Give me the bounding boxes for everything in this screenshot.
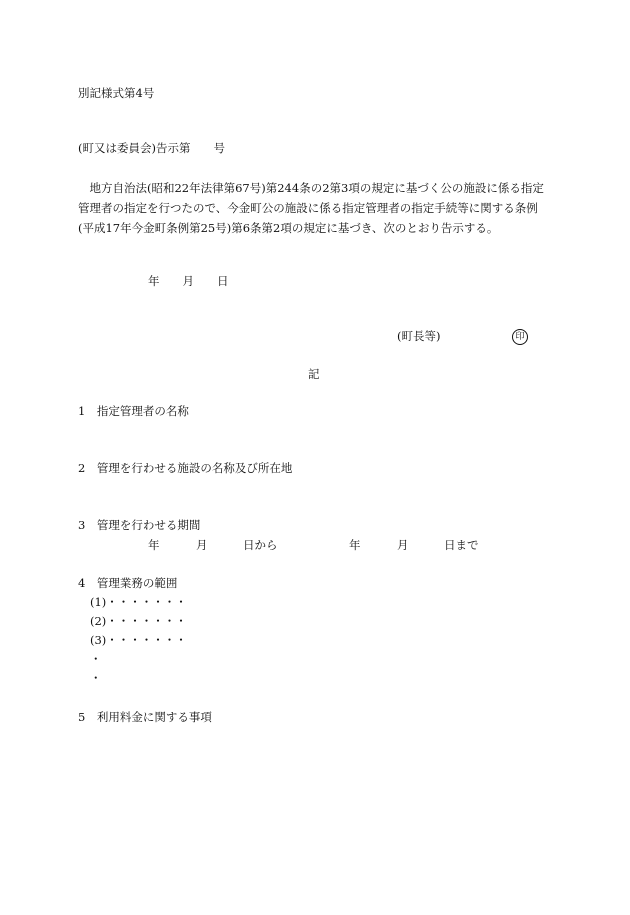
seal-mark: 印 [512,329,528,345]
body-line-2: 管理者の指定を行つたので、今金町公の施設に係る指定管理者の指定手続等に関する条例 [78,201,538,215]
scope-item-5: ・ [90,671,102,685]
scope-item-1: (1)・・・・・・・ [90,595,187,609]
item-3: 3 管理を行わせる期間 [78,518,201,532]
item-4: 4 管理業務の範囲 [78,576,178,590]
period-end-month: 月 [397,538,409,552]
date-line: 年 月 日 [148,274,229,288]
body-paragraph [78,178,558,238]
scope-item-4: ・ [90,652,102,666]
period-end-year: 年 [349,538,361,552]
form-label: 別記様式第4号 [78,86,155,100]
period-start-day: 日から [243,538,278,552]
item-5: 5 利用料金に関する事項 [78,710,212,724]
notice-header: (町又は委員会)告示第 号 [78,141,225,155]
scope-item-3: (3)・・・・・・・ [90,633,187,647]
item-2: 2 管理を行わせる施設の名称及び所在地 [78,461,293,475]
body-line-3: (平成17年今金町条例第25号)第6条第2項の規定に基づき、次のとおり告示する。 [78,221,499,235]
issuer-label: (町長等) [397,329,441,343]
ki-heading: 記 [308,367,320,381]
body-line-1: 地方自治法(昭和22年法律第67号)第244条の2第3項の規定に基づく公の施設に係る指定 [78,181,544,195]
period-start-month: 月 [196,538,208,552]
scope-item-2: (2)・・・・・・・ [90,614,187,628]
period-end-day: 日まで [444,538,479,552]
period-start-year: 年 [148,538,160,552]
item-1: 1 指定管理者の名称 [78,404,189,418]
